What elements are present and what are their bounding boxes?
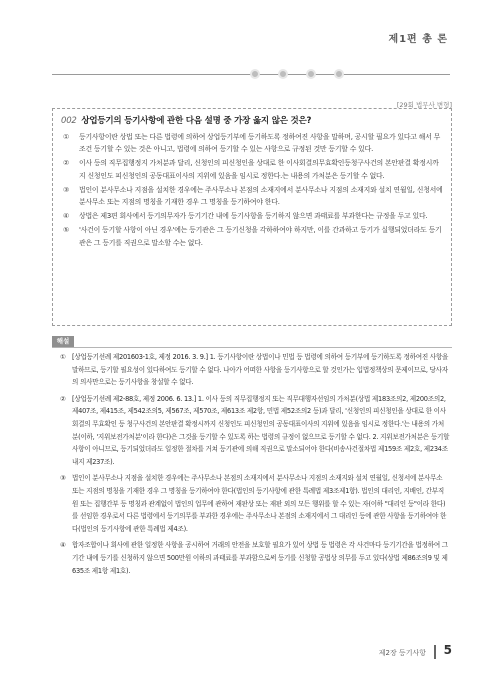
option-list xyxy=(63,131,443,251)
option-marker: ③ xyxy=(63,185,69,194)
option-text: 이사 등의 직무집행정지 가처분과 달리, 신청인의 피신청인을 상대로 한 이사회결의무효확인등청구사건의 본안판결 확정시까지 신청인도 피신청인의 공동대표이사의 지위에 있음을 임시로 정한다.는 내용의 가처분은 등기할 수 없다. xyxy=(79,159,439,180)
answer-item xyxy=(60,351,450,389)
answer-item xyxy=(60,539,450,577)
option-item xyxy=(63,157,443,181)
option-item xyxy=(63,210,443,222)
option-marker: ① xyxy=(63,133,69,141)
question-source: [29회 법무사 변형] xyxy=(396,101,452,109)
question-box xyxy=(52,108,452,326)
decoration-dot xyxy=(306,69,316,79)
answer-marker: ② xyxy=(60,394,66,403)
option-item xyxy=(63,224,443,248)
option-text: 등기사항이란 상법 또는 다른 법령에 의하여 상업등기부에 등기하도록 정하여진 사항을 말하며, 공시할 필요가 있다고 해서 무조건 등기할 수 있는 것은 아니고, 법령에 의하여 등기할 수 있는 사항으로 규정된 것만 등기할 수 있다. xyxy=(79,133,441,154)
option-marker: ④ xyxy=(63,212,69,221)
page-number: 5 xyxy=(443,643,452,657)
answer-text: 1. 이사 등의 직무집행정지 또는 직무대행자선임의 가처분(상법 제183조의2, 제200조의2, 제407조, 제415조, 제542조의5, 제567조, 제570조, 제613조 제2항, 민법 제52조의2 등)과 달리, '신청인의 피신청인을 상대로 한 이사회결의 무효확인 등 청구사건의 본안판결 확정시까지 신청인도 피신청인의 공동대표이사의 지위에 있음을 임시로 정한다.'는 내용의 가처분(이하, '지위보전가처분'이라 한다)은 그것을 등기할 수 있도록 하는 법령의 규정이 없으므로 등기할 수 없다. 2. 지위보전가처분은 등기할 사항이 아니므로, 등기되었더라도 일정한 절차를 거쳐 등기관에 의해 직권으로 말소되어야 한다(비송사건절차법 제159조 제2호, 제234조 내지 제237조). xyxy=(72,394,450,466)
answer-text: 합자조합이나 회사에 관한 일정한 사항을 공시하여 거래의 안전을 보호할 필요가 있어 상법 등 법령은 각 사건마다 등기기간을 법정하여 그 기간 내에 등기를 신청하지 않으면 500만원 이하의 과태료를 부과함으로써 등기를 신청할 공법상 의무를 두고 있다(상법 제86조의9 및 제635조 제1항 제1호). xyxy=(72,541,448,575)
decoration-dot xyxy=(278,69,288,79)
header-decoration xyxy=(250,68,390,80)
answer-citation: [상업등기선례 제2-88호, 제정 2006. 6. 13.] xyxy=(72,394,197,403)
answer-marker: ④ xyxy=(60,541,66,550)
option-marker: ⑤ xyxy=(63,226,69,235)
answer-divider xyxy=(52,347,452,348)
answer-citation: [상업등기선례 제201603-1호, 제정 2016. 3. 9.] xyxy=(72,353,208,361)
answer-item xyxy=(60,393,450,469)
answer-marker: ③ xyxy=(60,474,66,483)
answer-list xyxy=(60,351,450,581)
answer-marker: ① xyxy=(60,353,66,361)
decoration-dot xyxy=(334,69,344,79)
question-title xyxy=(61,114,311,126)
chapter-heading: 제1편 총 론 xyxy=(388,34,448,45)
option-text: 상법은 제3편 회사에서 등기의무자가 등기기간 내에 등기사항을 등기하지 않으면 과태료를 부과한다는 규정을 두고 있다. xyxy=(79,212,428,221)
footer-chapter: 제2장 등기사항 xyxy=(378,649,426,657)
answer-item xyxy=(60,472,450,535)
answer-tag: 해설 xyxy=(52,336,74,347)
question-text: 상업등기의 등기사항에 관한 다음 설명 중 가장 옳지 않은 것은? xyxy=(81,116,312,126)
answer-text: 1. 등기사항이란 상법이나 민법 등 법령에 의하여 등기부에 등기하도록 정하여진 사항을 말하므로, 등기할 필요성이 있다하여도 등기할 수 없다. 나아가 어떠한 사항을 등기사항으로 할 것인가는 입법정책상의 문제이므로, 당사자의 의사만으로는 등기사항을 창설할 수 없다. xyxy=(72,353,449,387)
footer-divider xyxy=(434,645,436,659)
option-item xyxy=(63,184,443,208)
answer-text: 법인이 분사무소나 지점을 설치한 경우에는 주사무소나 본점의 소재지에서 분사무소나 지점의 소재지와 설치 연월일, 신청서에 분사무소 또는 지점의 명칭을 기재한 경우 그 명칭을 등기하여야 한다(법인의 등기사항에 관한 특례법 제3조제1항). 법인의 대리인, 지배인, 간부직원 또는 집행간부 등 명칭과 관계없이 법인의 업무에 관하여 재판상 또는 재판 외의 모든 행위를 할 수 있는 자(이하 "대리인 등"이라 한다)를 선임한 경우로서 다른 법령에서 등기의무를 부과한 경우에는 주사무소나 본점의 소재지에서 그 대리인 등에 관한 사항을 등기하여야 한다(법인의 등기사항에 관한 특례법 제4조). xyxy=(72,474,447,533)
option-marker: ② xyxy=(63,159,69,168)
decoration-dot xyxy=(250,69,260,79)
question-number: 002 xyxy=(61,116,77,126)
option-text: 법인이 분사무소나 지점을 설치한 경우에는 주사무소나 본점의 소재지에서 분사무소나 지점의 소재지와 설치 연월일, 신청서에 분사무소 또는 지점의 명칭을 기재한 경우 그 명칭을 등기하여야 한다. xyxy=(79,185,443,207)
option-text: '사건이 등기할 사항이 아닌 경우'에는 등기관은 그 등기신청을 각하하여야 하지만, 이를 간과하고 등기가 실행되었더라도 등기관은 그 등기를 직권으로 말소할 수는 없다. xyxy=(79,226,442,247)
option-item xyxy=(63,131,443,155)
